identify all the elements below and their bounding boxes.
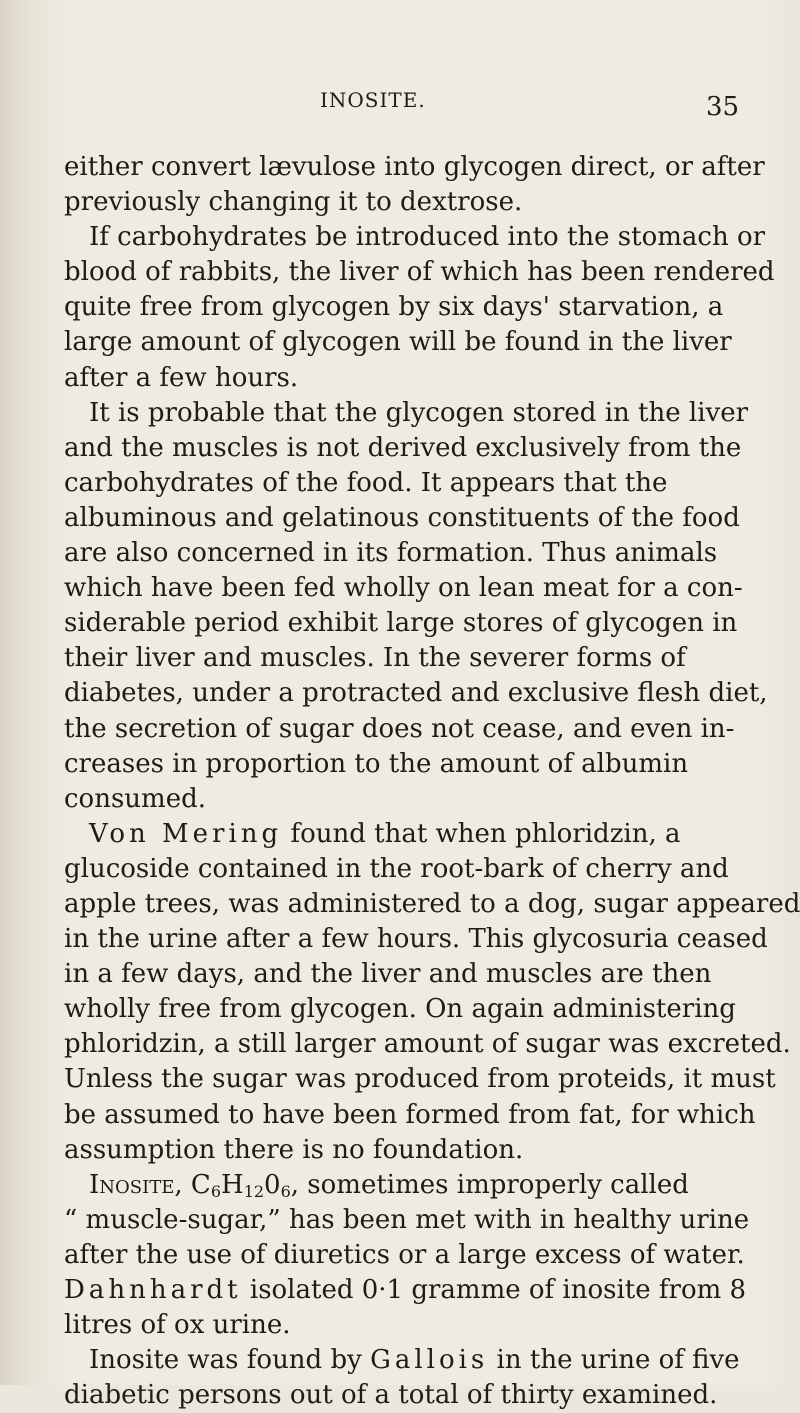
text-line: phloridzin, a still larger amount of sugar was excreted.: [64, 1029, 791, 1060]
text-line: Unless the sugar was produced from proteids, it must: [64, 1064, 776, 1095]
text-line: diabetic persons out of a total of thirty examined.: [64, 1380, 718, 1411]
text-fragment: , sometimes improperly called: [290, 1169, 689, 1200]
body-text: [64, 150, 800, 1413]
text-line: diabetes, under a protracted and exclusive flesh diet,: [64, 678, 768, 709]
author-name-dahnhardt: Dahnhardt: [64, 1275, 242, 1305]
text-line: assumption there is no foundation.: [64, 1134, 524, 1165]
chemical-formula: $C_6H_{12}0_6$: [190, 1169, 291, 1201]
text-line: either convert lævulose into glycogen direct, or after: [64, 152, 765, 182]
text-line: wholly free from glycogen. On again administering: [64, 994, 736, 1025]
text-line: Inosite, $C_6H_{12}0_6$, sometimes improperly called: [89, 1169, 689, 1201]
text-fragment: Inosite was found by: [89, 1345, 371, 1376]
text-line: their liver and muscles. In the severer forms of: [64, 643, 686, 674]
text-fragment: in the urine of five: [488, 1345, 740, 1376]
text-line: “ muscle-sugar,” has been met with in healthy urine: [64, 1204, 750, 1235]
author-name-gallois: Gallois: [370, 1345, 489, 1376]
text-line: [64, 1343, 740, 1378]
text-fragment: found that when phloridzin, a: [282, 818, 681, 849]
text-fragment: isolated 0·1 gramme of inosite from 8: [241, 1275, 747, 1305]
text-line: siderable period exhibit large stores of glycogen in: [64, 608, 738, 639]
text-line: [64, 1273, 747, 1308]
text-line: glucoside contained in the root-bark of cherry and: [64, 853, 729, 884]
text-line: in a few days, and the liver and muscles are then: [64, 959, 712, 990]
text-line: in the urine after a few hours. This glycosuria ceased: [64, 924, 768, 955]
text-line: the secretion of sugar does not cease, and even in-: [64, 713, 735, 744]
text-line: after the use of diuretics or a large excess of water.: [64, 1239, 745, 1270]
text-line: consumed.: [64, 783, 206, 814]
text-line: quite free from glycogen by six days' starvation, a: [64, 292, 724, 323]
text-line: which have been fed wholly on lean meat for a con-: [64, 573, 743, 604]
text-line: and the muscles is not derived exclusively from the: [64, 432, 742, 463]
text-line: [64, 817, 681, 852]
page-number: 35: [706, 92, 740, 122]
text-line: after a few hours.: [64, 362, 299, 393]
term-inosite: Inosite: [89, 1169, 175, 1200]
text-line: creases in proportion to the amount of albumin: [64, 748, 689, 779]
text-line: apple trees, was administered to a dog, sugar appeared: [64, 888, 800, 919]
text-line: blood of rabbits, the liver of which has been rendered: [64, 257, 775, 288]
text-line: carbohydrates of the food. It appears that the: [64, 467, 668, 498]
text-line: large amount of glycogen will be found in the liver: [64, 327, 732, 358]
text-line: It is probable that the glycogen stored in the liver: [89, 397, 749, 428]
text-line: If carbohydrates be introduced into the stomach or: [89, 222, 766, 253]
running-head: INOSITE.: [320, 88, 426, 112]
text-line: previously changing it to dextrose.: [64, 187, 523, 218]
text-line: be assumed to have been formed from fat, for which: [64, 1099, 756, 1130]
author-name-von-mering: Von Mering: [89, 818, 283, 849]
text-line: litres of ox urine.: [64, 1310, 291, 1341]
text-line: albuminous and gelatinous constituents of the food: [64, 502, 740, 533]
text-line: are also concerned in its formation. Thus animals: [64, 538, 718, 569]
